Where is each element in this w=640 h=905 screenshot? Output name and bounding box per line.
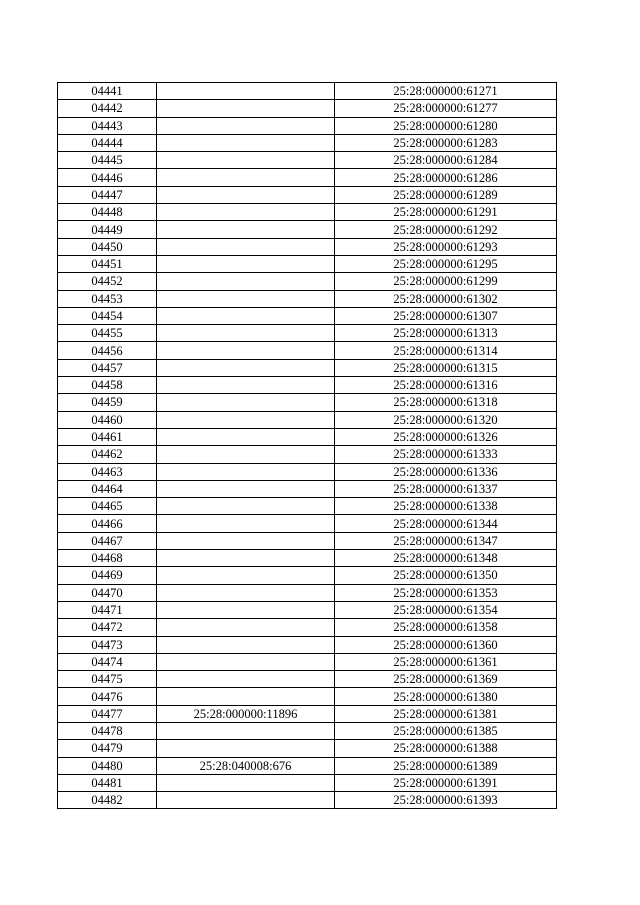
table-row bbox=[58, 740, 557, 757]
row-number-cell: 04446 bbox=[58, 169, 157, 186]
table-row bbox=[58, 705, 557, 722]
row-number-cell: 04448 bbox=[58, 204, 157, 221]
table-row bbox=[58, 550, 557, 567]
cadastral-number-cell: 25:28:000000:61385 bbox=[335, 722, 557, 739]
linked-cadastral-number-cell bbox=[157, 688, 335, 705]
cadastral-number-cell: 25:28:000000:61348 bbox=[335, 550, 557, 567]
cadastral-number-cell: 25:28:000000:61286 bbox=[335, 169, 557, 186]
linked-cadastral-number-cell bbox=[157, 238, 335, 255]
cadastral-number-cell: 25:28:000000:61284 bbox=[335, 152, 557, 169]
cadastral-number-cell: 25:28:000000:61353 bbox=[335, 584, 557, 601]
table-row bbox=[58, 134, 557, 151]
cadastral-number-cell: 25:28:000000:61354 bbox=[335, 601, 557, 618]
table-row bbox=[58, 480, 557, 497]
linked-cadastral-number-cell bbox=[157, 653, 335, 670]
table-row bbox=[58, 307, 557, 324]
row-number-cell: 04462 bbox=[58, 446, 157, 463]
table-row bbox=[58, 325, 557, 342]
cadastral-number-cell: 25:28:000000:61299 bbox=[335, 273, 557, 290]
table-row bbox=[58, 411, 557, 428]
table-row bbox=[58, 532, 557, 549]
cadastral-number-cell: 25:28:000000:61389 bbox=[335, 757, 557, 774]
linked-cadastral-number-cell bbox=[157, 671, 335, 688]
table-row bbox=[58, 83, 557, 100]
linked-cadastral-number-cell bbox=[157, 480, 335, 497]
cadastral-number-cell: 25:28:000000:61388 bbox=[335, 740, 557, 757]
row-number-cell: 04467 bbox=[58, 532, 157, 549]
cadastral-number-cell: 25:28:000000:61289 bbox=[335, 186, 557, 203]
linked-cadastral-number-cell bbox=[157, 584, 335, 601]
cadastral-number-cell: 25:28:000000:61292 bbox=[335, 221, 557, 238]
table-row bbox=[58, 100, 557, 117]
table-row bbox=[58, 446, 557, 463]
cadastral-number-cell: 25:28:000000:61344 bbox=[335, 515, 557, 532]
linked-cadastral-number-cell bbox=[157, 740, 335, 757]
cadastral-number-cell: 25:28:000000:61358 bbox=[335, 619, 557, 636]
linked-cadastral-number-cell bbox=[157, 186, 335, 203]
row-number-cell: 04457 bbox=[58, 359, 157, 376]
cadastral-number-cell: 25:28:000000:61380 bbox=[335, 688, 557, 705]
row-number-cell: 04482 bbox=[58, 792, 157, 809]
linked-cadastral-number-cell bbox=[157, 342, 335, 359]
table-row bbox=[58, 152, 557, 169]
linked-cadastral-number-cell bbox=[157, 134, 335, 151]
cadastral-table bbox=[57, 82, 557, 809]
linked-cadastral-number-cell bbox=[157, 619, 335, 636]
cadastral-number-cell: 25:28:000000:61291 bbox=[335, 204, 557, 221]
cadastral-number-cell: 25:28:000000:61277 bbox=[335, 100, 557, 117]
table-row bbox=[58, 567, 557, 584]
table-row bbox=[58, 601, 557, 618]
linked-cadastral-number-cell bbox=[157, 359, 335, 376]
row-number-cell: 04472 bbox=[58, 619, 157, 636]
row-number-cell: 04441 bbox=[58, 83, 157, 100]
table-row bbox=[58, 619, 557, 636]
row-number-cell: 04465 bbox=[58, 498, 157, 515]
cadastral-number-cell: 25:28:000000:61302 bbox=[335, 290, 557, 307]
linked-cadastral-number-cell bbox=[157, 152, 335, 169]
table-row bbox=[58, 688, 557, 705]
linked-cadastral-number-cell bbox=[157, 117, 335, 134]
cadastral-number-cell: 25:28:000000:61381 bbox=[335, 705, 557, 722]
table-row bbox=[58, 238, 557, 255]
linked-cadastral-number-cell bbox=[157, 169, 335, 186]
linked-cadastral-number-cell bbox=[157, 273, 335, 290]
cadastral-number-cell: 25:28:000000:61316 bbox=[335, 377, 557, 394]
row-number-cell: 04460 bbox=[58, 411, 157, 428]
linked-cadastral-number-cell bbox=[157, 394, 335, 411]
linked-cadastral-number-cell bbox=[157, 636, 335, 653]
linked-cadastral-number-cell bbox=[157, 290, 335, 307]
row-number-cell: 04479 bbox=[58, 740, 157, 757]
linked-cadastral-number-cell bbox=[157, 377, 335, 394]
table-row bbox=[58, 722, 557, 739]
table-row bbox=[58, 584, 557, 601]
table-row bbox=[58, 671, 557, 688]
cadastral-number-cell: 25:28:000000:61283 bbox=[335, 134, 557, 151]
linked-cadastral-number-cell: 25:28:000000:11896 bbox=[157, 705, 335, 722]
cadastral-number-cell: 25:28:000000:61391 bbox=[335, 774, 557, 791]
row-number-cell: 04459 bbox=[58, 394, 157, 411]
linked-cadastral-number-cell bbox=[157, 307, 335, 324]
row-number-cell: 04450 bbox=[58, 238, 157, 255]
linked-cadastral-number-cell: 25:28:040008:676 bbox=[157, 757, 335, 774]
row-number-cell: 04445 bbox=[58, 152, 157, 169]
row-number-cell: 04452 bbox=[58, 273, 157, 290]
linked-cadastral-number-cell bbox=[157, 498, 335, 515]
table-row bbox=[58, 221, 557, 238]
linked-cadastral-number-cell bbox=[157, 792, 335, 809]
linked-cadastral-number-cell bbox=[157, 221, 335, 238]
cadastral-number-cell: 25:28:000000:61318 bbox=[335, 394, 557, 411]
row-number-cell: 04471 bbox=[58, 601, 157, 618]
linked-cadastral-number-cell bbox=[157, 601, 335, 618]
linked-cadastral-number-cell bbox=[157, 515, 335, 532]
linked-cadastral-number-cell bbox=[157, 722, 335, 739]
linked-cadastral-number-cell bbox=[157, 411, 335, 428]
table-row bbox=[58, 204, 557, 221]
row-number-cell: 04443 bbox=[58, 117, 157, 134]
table-row bbox=[58, 255, 557, 272]
row-number-cell: 04466 bbox=[58, 515, 157, 532]
row-number-cell: 04481 bbox=[58, 774, 157, 791]
row-number-cell: 04464 bbox=[58, 480, 157, 497]
cadastral-number-cell: 25:28:000000:61320 bbox=[335, 411, 557, 428]
linked-cadastral-number-cell bbox=[157, 428, 335, 445]
table-row bbox=[58, 792, 557, 809]
row-number-cell: 04444 bbox=[58, 134, 157, 151]
table-row bbox=[58, 463, 557, 480]
cadastral-number-cell: 25:28:000000:61347 bbox=[335, 532, 557, 549]
cadastral-number-cell: 25:28:000000:61293 bbox=[335, 238, 557, 255]
row-number-cell: 04449 bbox=[58, 221, 157, 238]
cadastral-number-cell: 25:28:000000:61314 bbox=[335, 342, 557, 359]
table-row bbox=[58, 774, 557, 791]
linked-cadastral-number-cell bbox=[157, 567, 335, 584]
table-row bbox=[58, 169, 557, 186]
cadastral-number-cell: 25:28:000000:61393 bbox=[335, 792, 557, 809]
table-row bbox=[58, 428, 557, 445]
row-number-cell: 04477 bbox=[58, 705, 157, 722]
linked-cadastral-number-cell bbox=[157, 100, 335, 117]
row-number-cell: 04463 bbox=[58, 463, 157, 480]
cadastral-number-cell: 25:28:000000:61307 bbox=[335, 307, 557, 324]
table-row bbox=[58, 377, 557, 394]
table-row bbox=[58, 273, 557, 290]
cadastral-number-cell: 25:28:000000:61313 bbox=[335, 325, 557, 342]
cadastral-table-body bbox=[58, 83, 557, 809]
cadastral-number-cell: 25:28:000000:61361 bbox=[335, 653, 557, 670]
table-row bbox=[58, 515, 557, 532]
linked-cadastral-number-cell bbox=[157, 204, 335, 221]
row-number-cell: 04469 bbox=[58, 567, 157, 584]
row-number-cell: 04461 bbox=[58, 428, 157, 445]
row-number-cell: 04451 bbox=[58, 255, 157, 272]
cadastral-number-cell: 25:28:000000:61336 bbox=[335, 463, 557, 480]
row-number-cell: 04456 bbox=[58, 342, 157, 359]
cadastral-number-cell: 25:28:000000:61333 bbox=[335, 446, 557, 463]
row-number-cell: 04476 bbox=[58, 688, 157, 705]
row-number-cell: 04468 bbox=[58, 550, 157, 567]
table-row bbox=[58, 290, 557, 307]
cadastral-number-cell: 25:28:000000:61295 bbox=[335, 255, 557, 272]
linked-cadastral-number-cell bbox=[157, 255, 335, 272]
row-number-cell: 04474 bbox=[58, 653, 157, 670]
table-row bbox=[58, 186, 557, 203]
cadastral-number-cell: 25:28:000000:61315 bbox=[335, 359, 557, 376]
table-row bbox=[58, 342, 557, 359]
linked-cadastral-number-cell bbox=[157, 463, 335, 480]
table-row bbox=[58, 359, 557, 376]
linked-cadastral-number-cell bbox=[157, 83, 335, 100]
cadastral-number-cell: 25:28:000000:61271 bbox=[335, 83, 557, 100]
table-row bbox=[58, 636, 557, 653]
row-number-cell: 04480 bbox=[58, 757, 157, 774]
linked-cadastral-number-cell bbox=[157, 446, 335, 463]
table-row bbox=[58, 394, 557, 411]
row-number-cell: 04447 bbox=[58, 186, 157, 203]
row-number-cell: 04473 bbox=[58, 636, 157, 653]
cadastral-number-cell: 25:28:000000:61326 bbox=[335, 428, 557, 445]
linked-cadastral-number-cell bbox=[157, 774, 335, 791]
linked-cadastral-number-cell bbox=[157, 550, 335, 567]
table-row bbox=[58, 653, 557, 670]
cadastral-number-cell: 25:28:000000:61360 bbox=[335, 636, 557, 653]
row-number-cell: 04458 bbox=[58, 377, 157, 394]
linked-cadastral-number-cell bbox=[157, 325, 335, 342]
cadastral-number-cell: 25:28:000000:61350 bbox=[335, 567, 557, 584]
row-number-cell: 04453 bbox=[58, 290, 157, 307]
row-number-cell: 04454 bbox=[58, 307, 157, 324]
row-number-cell: 04442 bbox=[58, 100, 157, 117]
table-row bbox=[58, 117, 557, 134]
cadastral-number-cell: 25:28:000000:61338 bbox=[335, 498, 557, 515]
linked-cadastral-number-cell bbox=[157, 532, 335, 549]
table-row bbox=[58, 498, 557, 515]
cadastral-number-cell: 25:28:000000:61337 bbox=[335, 480, 557, 497]
table-row bbox=[58, 757, 557, 774]
row-number-cell: 04455 bbox=[58, 325, 157, 342]
row-number-cell: 04470 bbox=[58, 584, 157, 601]
row-number-cell: 04478 bbox=[58, 722, 157, 739]
cadastral-number-cell: 25:28:000000:61280 bbox=[335, 117, 557, 134]
cadastral-number-cell: 25:28:000000:61369 bbox=[335, 671, 557, 688]
row-number-cell: 04475 bbox=[58, 671, 157, 688]
